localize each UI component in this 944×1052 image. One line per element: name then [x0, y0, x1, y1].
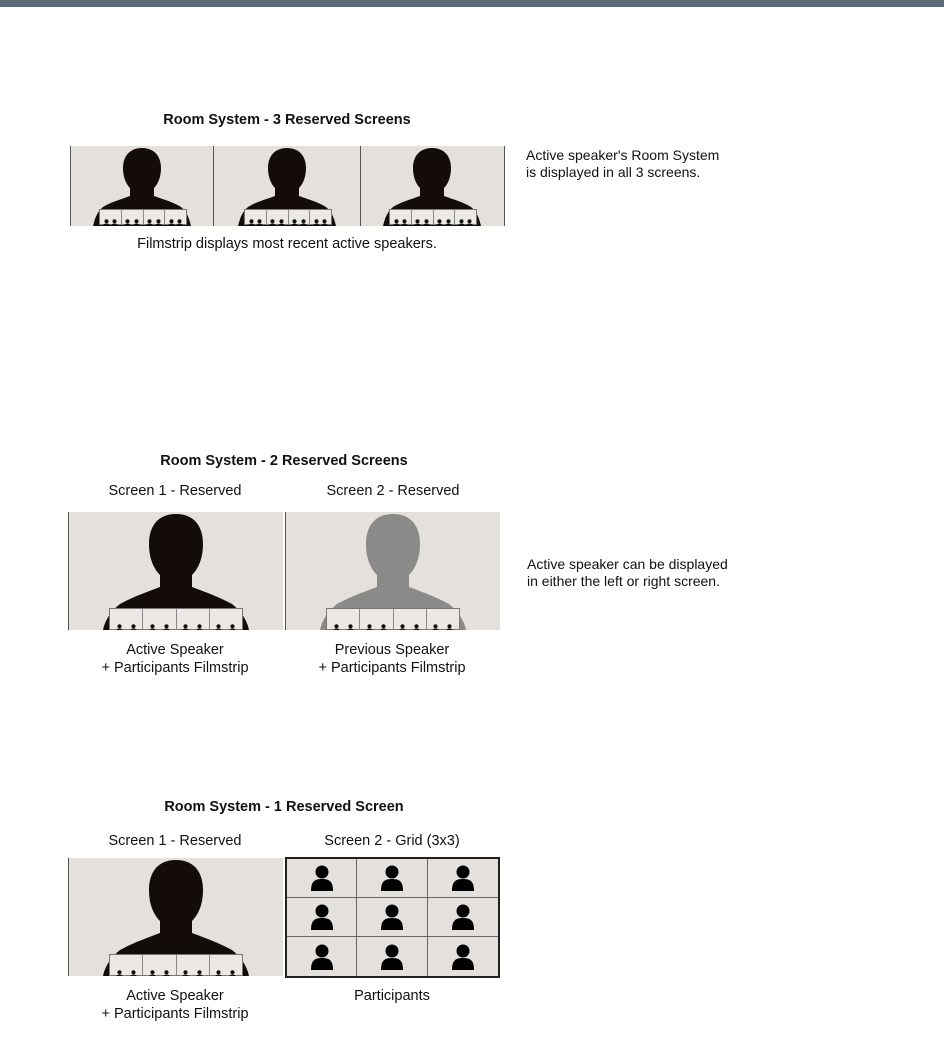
person-icon — [414, 214, 421, 222]
person-icon — [399, 619, 406, 627]
person-icon — [163, 965, 170, 973]
person-icon — [168, 214, 175, 222]
grid-cell — [428, 937, 498, 976]
person-icon — [155, 214, 162, 222]
section1-caption: Filmstrip displays most recent active speakers. — [137, 236, 437, 252]
person-icon — [278, 214, 285, 222]
grid-cell — [357, 937, 427, 976]
person-icon — [452, 944, 474, 970]
participants-filmstrip — [99, 209, 187, 225]
section2-note — [527, 556, 728, 590]
section2-screen-1 — [68, 512, 283, 630]
person-icon — [381, 904, 403, 930]
person-icon — [176, 214, 183, 222]
section1-screen-1 — [70, 146, 213, 226]
caption-line: Active Speaker — [126, 642, 224, 658]
person-icon — [466, 214, 473, 222]
grid-cell — [428, 859, 498, 898]
person-icon — [423, 214, 430, 222]
participants-filmstrip — [109, 954, 243, 976]
grid-cell — [287, 859, 357, 898]
caption-line: Active Speaker — [126, 988, 224, 1004]
person-icon — [149, 965, 156, 973]
person-icon — [311, 865, 333, 891]
person-icon — [146, 214, 153, 222]
person-icon — [130, 619, 137, 627]
person-icon — [311, 904, 333, 930]
section1-title: Room System - 3 Reserved Screens — [163, 112, 411, 128]
person-icon — [446, 619, 453, 627]
person-icon — [163, 619, 170, 627]
grid-cell — [428, 898, 498, 937]
person-icon — [229, 619, 236, 627]
person-icon — [401, 214, 408, 222]
person-icon — [196, 619, 203, 627]
section2-screen1-caption — [68, 641, 282, 677]
person-icon — [291, 214, 298, 222]
grid-cell — [357, 859, 427, 898]
person-icon — [393, 214, 400, 222]
person-icon — [436, 214, 443, 222]
person-icon — [111, 214, 118, 222]
section1-note — [526, 147, 719, 181]
person-icon — [116, 619, 123, 627]
person-icon — [381, 944, 403, 970]
section3-screen2-caption: Participants — [354, 988, 430, 1004]
section2-screen2-label: Screen 2 - Reserved — [326, 483, 460, 499]
person-icon — [196, 965, 203, 973]
person-icon — [432, 619, 439, 627]
person-icon — [248, 214, 255, 222]
caption-line: + Participants Filmstrip — [101, 1006, 249, 1022]
note-line: Active speaker's Room System — [526, 147, 720, 163]
person-icon — [229, 965, 236, 973]
section3-screen1-caption — [68, 987, 282, 1023]
person-icon — [124, 214, 131, 222]
caption-line: + Participants Filmstrip — [101, 660, 249, 676]
participants-grid-3x3 — [285, 857, 500, 978]
person-icon — [116, 965, 123, 973]
person-icon — [445, 214, 452, 222]
person-icon — [269, 214, 276, 222]
person-icon — [333, 619, 340, 627]
grid-cell — [287, 898, 357, 937]
person-icon — [300, 214, 307, 222]
section2-screen-2 — [285, 512, 500, 630]
section3-screen-1 — [68, 858, 283, 976]
person-icon — [130, 965, 137, 973]
participants-filmstrip — [109, 608, 243, 630]
section2-screen2-caption — [285, 641, 499, 677]
person-icon — [256, 214, 263, 222]
participants-filmstrip — [326, 608, 460, 630]
person-icon — [380, 619, 387, 627]
person-icon — [149, 619, 156, 627]
person-icon — [215, 965, 222, 973]
section3-screen2-label: Screen 2 - Grid (3x3) — [324, 833, 460, 849]
person-icon — [321, 214, 328, 222]
note-line: Active speaker can be displayed — [527, 556, 728, 572]
person-icon — [313, 214, 320, 222]
caption-line: + Participants Filmstrip — [318, 660, 466, 676]
section1-screen-3 — [360, 146, 505, 226]
section1-screen-2 — [213, 146, 360, 226]
person-icon — [103, 214, 110, 222]
person-icon — [311, 944, 333, 970]
note-line: in either the left or right screen. — [527, 573, 720, 589]
person-icon — [182, 965, 189, 973]
person-icon — [452, 904, 474, 930]
participants-filmstrip — [244, 209, 332, 225]
header-bar — [0, 0, 944, 7]
person-icon — [215, 619, 222, 627]
participants-filmstrip — [389, 209, 477, 225]
section3-screen1-label: Screen 1 - Reserved — [108, 833, 242, 849]
person-icon — [347, 619, 354, 627]
person-icon — [452, 865, 474, 891]
person-icon — [458, 214, 465, 222]
person-icon — [133, 214, 140, 222]
note-line: is displayed in all 3 screens. — [526, 164, 701, 180]
section2-screen1-label: Screen 1 - Reserved — [108, 483, 242, 499]
caption-line: Previous Speaker — [334, 642, 450, 658]
person-icon — [182, 619, 189, 627]
person-icon — [413, 619, 420, 627]
person-icon — [381, 865, 403, 891]
section3-title: Room System - 1 Reserved Screen — [164, 799, 404, 815]
grid-cell — [287, 937, 357, 976]
grid-cell — [357, 898, 427, 937]
section2-title: Room System - 2 Reserved Screens — [160, 453, 408, 469]
person-icon — [366, 619, 373, 627]
